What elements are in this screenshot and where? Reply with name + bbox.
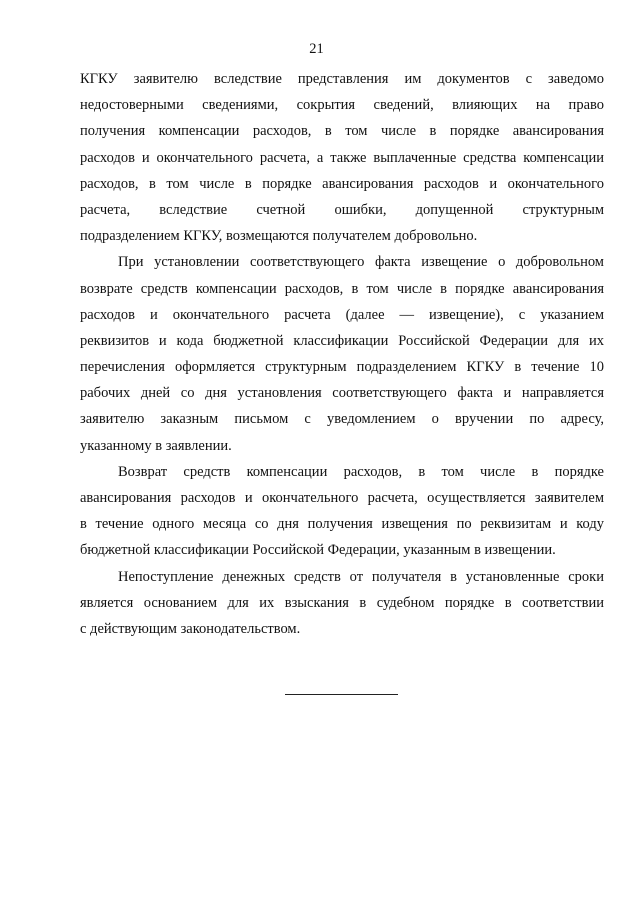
paragraph-line: недостоверными сведениями, сокрытия сведений, влияющих на право	[80, 97, 604, 114]
page-number: 21	[309, 41, 324, 57]
paragraph-line: возврате средств компенсации расходов, в том числе в порядке авансирования	[80, 280, 604, 297]
paragraph-line: бюджетной классификации Российской Федерации, указанным в извещении.	[80, 542, 556, 559]
paragraph-line: При установлении соответствующего факта извещение о добровольном	[118, 254, 604, 271]
paragraph	[80, 459, 604, 564]
paragraph-line: Непоступление денежных средств от получателя в установленные сроки	[118, 568, 604, 585]
paragraph-line: КГКУ заявителю вследствие представления им документов с заведомо	[80, 71, 604, 87]
body-text	[80, 66, 604, 642]
paragraph-line: является основанием для их взыскания в судебном порядке в соответствии	[80, 594, 604, 611]
paragraph	[80, 249, 604, 459]
paragraph-line: Возврат средств компенсации расходов, в том числе в порядке	[118, 463, 604, 480]
paragraph-line: получения компенсации расходов, в том числе в порядке авансирования	[80, 123, 604, 140]
paragraph-line: авансирования расходов и окончательного расчета, осуществляется заявителем	[80, 490, 604, 506]
paragraph-line: рабочих дней со дня установления соответствующего факта и направляется	[80, 385, 604, 402]
paragraph-line: расходов и окончательного расчета, а также выплаченные средства компенсации	[80, 149, 604, 166]
end-of-document-rule	[285, 694, 398, 695]
paragraph-line: в течение одного месяца со дня получения извещения по реквизитам и коду	[80, 516, 604, 533]
paragraph-line: расходов и окончательного расчета (далее — извещение), с указанием	[80, 306, 604, 323]
paragraph-line: подразделением КГКУ, возмещаются получателем добровольно.	[80, 228, 478, 245]
paragraph	[80, 66, 604, 249]
paragraph-line: заявителю заказным письмом с уведомлением о вручении по адресу,	[80, 411, 604, 428]
paragraph-line: с действующим законодательством.	[80, 620, 301, 637]
paragraph-line: указанному в заявлении.	[80, 437, 232, 454]
paragraph	[80, 564, 604, 643]
paragraph-line: реквизитов и кода бюджетной классификации Российской Федерации для их	[80, 332, 604, 349]
paragraph-line: перечисления оформляется структурным подразделением КГКУ в течение 10	[80, 359, 604, 376]
paragraph-line: расчета, вследствие счетной ошибки, допущенной структурным	[80, 201, 604, 218]
paragraph-line: расходов, в том числе в порядке авансирования расходов и окончательного	[80, 175, 604, 192]
